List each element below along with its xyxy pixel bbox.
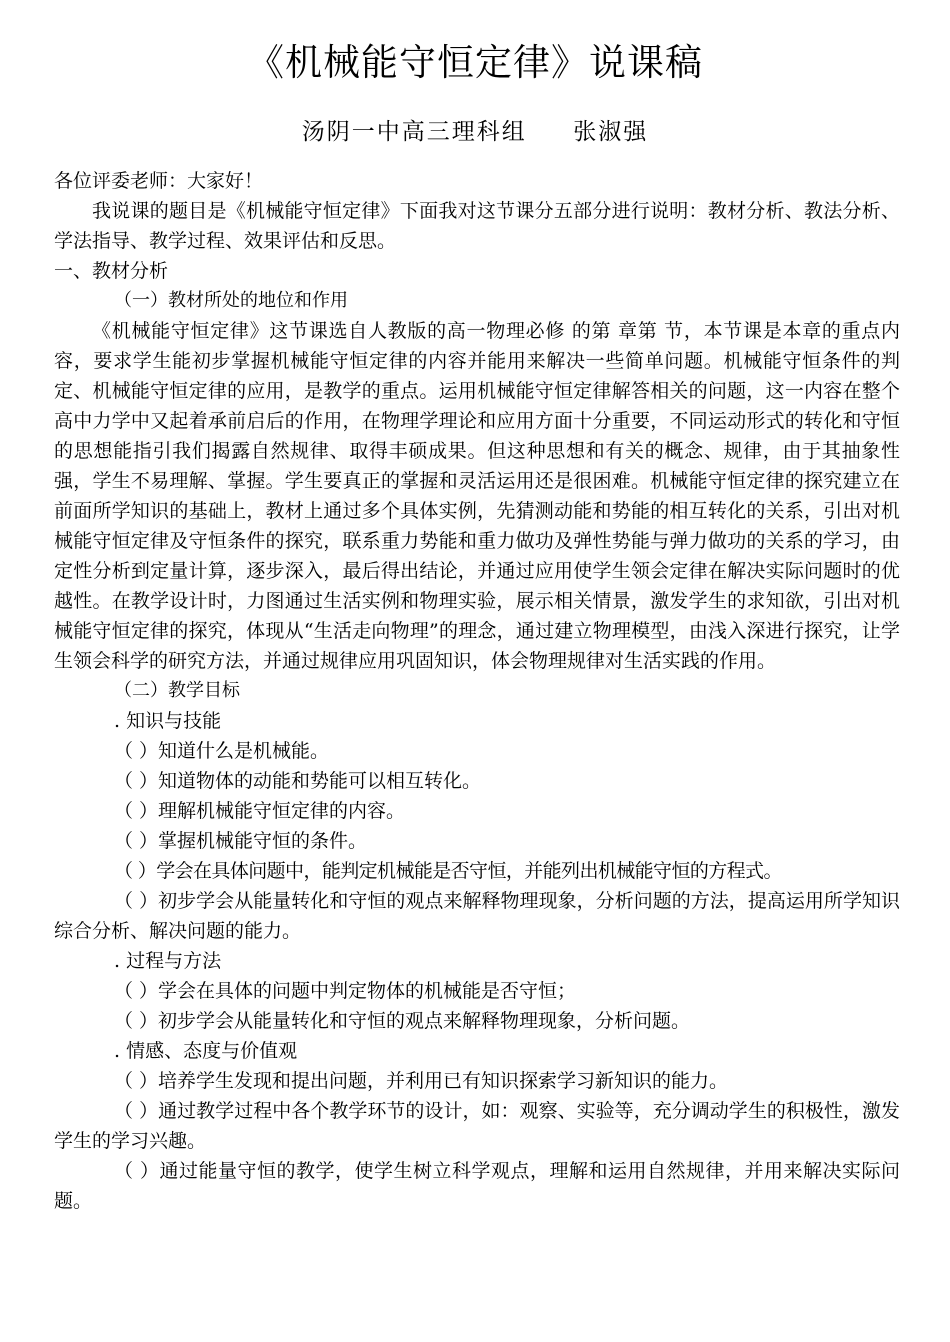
goal-item: （ ）学会在具体问题中，能判定机械能是否守恒，并能列出机械能守恒的方程式。	[114, 860, 782, 882]
subsection-heading-1-2: （二）教学目标	[114, 680, 240, 701]
greeting: 各位评委老师：大家好！	[54, 170, 264, 192]
goal-item: （ ）通过能量守恒的教学，使学生树立科学观点，理解和运用自然规律，并用来解决实际问题。	[54, 1160, 900, 1212]
document-subtitle: 汤阴一中高三理科组 张淑强	[301, 119, 649, 145]
goal-item: （ ）初步学会从能量转化和守恒的观点来解释物理现象，分析问题。	[114, 1010, 691, 1032]
goal-item: （ ）掌握机械能守恒的条件。	[114, 830, 368, 852]
subsection-heading-1-1: （一）教材所处的地位和作用	[114, 290, 348, 311]
goal-heading-attitude: . 情感、态度与价值观	[114, 1040, 298, 1062]
goal-item: （ ）学会在具体的问题中判定物体的机械能是否守恒；	[114, 980, 577, 1002]
document-title: 《机械能守恒定律》说课稿	[247, 41, 703, 84]
goal-item: （ ）理解机械能守恒定律的内容。	[114, 800, 406, 822]
goal-item: （ ）通过教学过程中各个教学环节的设计，如：观察、实验等，充分调动学生的积极性，激发学生的学习兴趣。	[54, 1100, 900, 1152]
goal-item: （ ）初步学会从能量转化和守恒的观点来解释物理现象，分析问题的方法，提高运用所学知识综合分析、解决问题的能力。	[54, 890, 900, 942]
goal-item: （ ）培养学生发现和提出问题，并利用已有知识探索学习新知识的能力。	[114, 1070, 729, 1092]
goal-item: （ ）知道物体的动能和势能可以相互转化。	[114, 770, 482, 792]
document-body	[54, 166, 900, 1216]
goal-item: （ ）知道什么是机械能。	[114, 740, 330, 762]
intro-paragraph: 我说课的题目是《机械能守恒定律》下面我对这节课分五部分进行说明：教材分析、教法分析、学法指导、教学过程、效果评估和反思。	[54, 200, 900, 252]
section-heading-1: 一、教材分析	[54, 260, 169, 282]
goal-heading-process: . 过程与方法	[114, 950, 222, 972]
goal-heading-knowledge: . 知识与技能	[114, 710, 222, 732]
section-1-1-paragraph: 《机械能守恒定律》这节课选自人教版的高一物理必修 的第 章第 节，本节课是本章的重点内容，要求学生能初步掌握机械能守恒定律的内容并能用来解决一些简单问题。机械能守恒条件的判定、机械能守恒定律的应用，是教学的重点。运用机械能守恒定律解答相关的问题，这一内容在整个高中力学中又起着承前启后的作用，在物理学理论和应用方面十分重要，不同运动形式的转化和守恒的思想能指引我们揭露自然规律、取得丰硕成果。但这种思想和有关的概念、规律，由于其抽象性强，学生不易理解、掌握。学生要真正的掌握和灵活运用还是很困难。机械能守恒定律的探究建立在前面所学知识的基础上，教材上通过多个具体实例，先猜测动能和势能的相互转化的关系，引出对机械能守恒定律及守恒条件的探究，联系重力势能和重力做功及弹性势能与弹力做功的关系的学习，由定性分析到定量计算，逐步深入，最后得出结论，并通过应用使学生领会定律在解决实际问题时的优越性。在教学设计时，力图通过生活实例和物理实验，展示相关情景，激发学生的求知欲，引出对机械能守恒定律的探究，体现从“生活走向物理”的理念，通过建立物理模型，由浅入深进行探究，让学生领会科学的研究方法，并通过规律应用巩固知识，体会物理规律对生活实践的作用。	[54, 320, 900, 672]
